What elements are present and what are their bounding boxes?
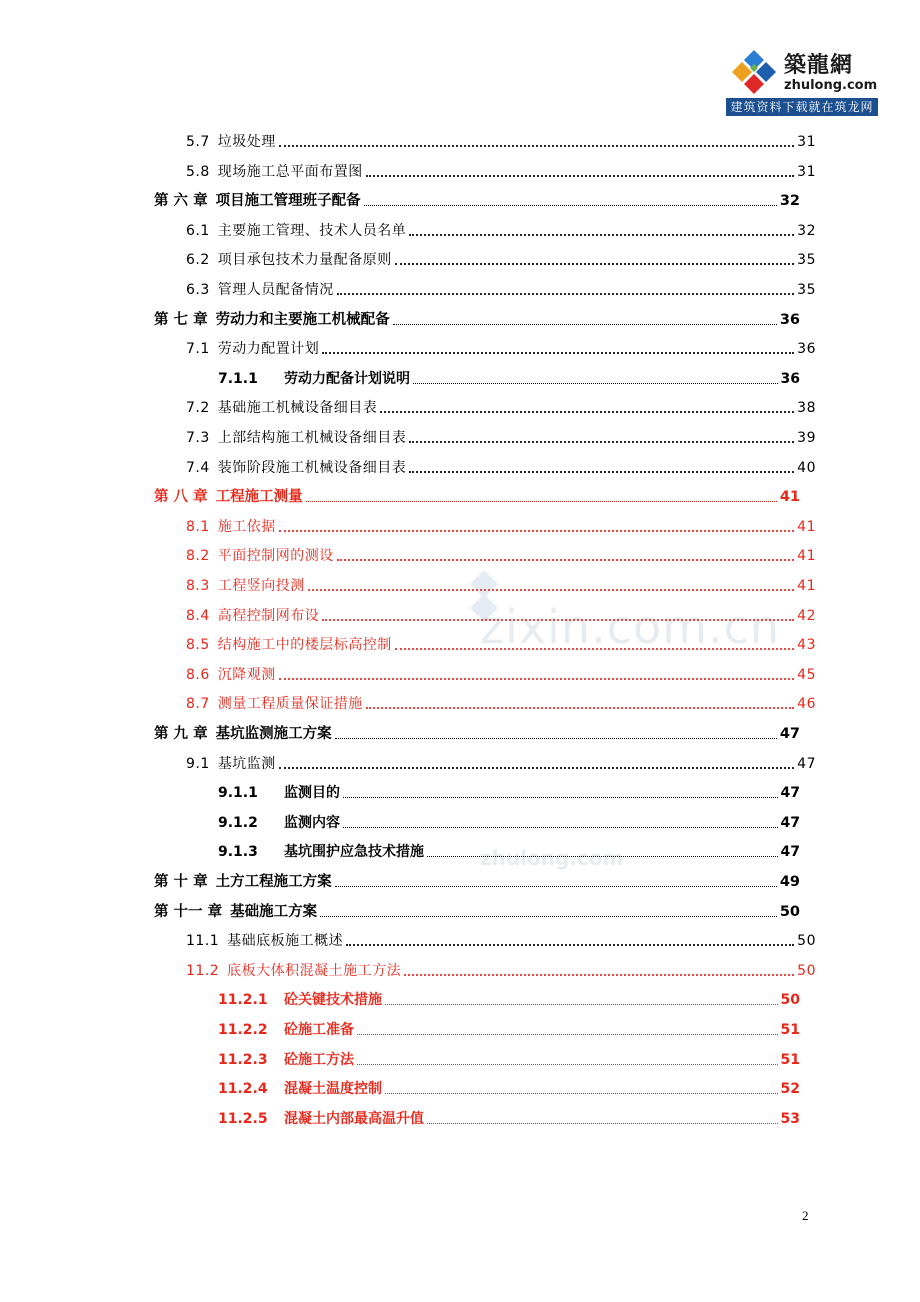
toc-entry[interactable] <box>186 248 816 270</box>
toc-entry[interactable] <box>186 456 816 478</box>
toc-entry[interactable] <box>186 604 816 626</box>
toc-entry-title: 基础底板施工概述 <box>227 933 344 949</box>
toc-leader-dots <box>346 930 794 946</box>
toc-entry-page: 39 <box>797 430 816 446</box>
toc-entry-page: 41 <box>797 548 816 564</box>
toc-entry-title: 垃圾处理 <box>217 134 276 150</box>
toc-entry-title: 施工依据 <box>217 519 276 535</box>
toc-entry-title: 劳动力配置计划 <box>217 341 320 357</box>
toc-entry-title: 劳动力配备计划说明 <box>284 371 410 387</box>
toc-entry-title: 基坑围护应急技术措施 <box>284 844 424 860</box>
zhulong-logo <box>726 42 878 118</box>
toc-entry-page: 49 <box>779 874 800 890</box>
toc-entry-number: 第 六 章 <box>154 193 208 209</box>
toc-entry[interactable] <box>154 722 800 744</box>
toc-entry-number: 9.1.1 <box>218 785 258 801</box>
toc-entry-number: 8.5 <box>186 637 210 653</box>
toc-entry[interactable] <box>154 900 800 922</box>
toc-entry-page: 40 <box>797 460 816 476</box>
watermark-sub: zhulong.com <box>480 846 624 870</box>
toc-entry-title: 上部结构施工机械设备细目表 <box>217 430 407 446</box>
toc-entry-title: 工程竖向投测 <box>217 578 305 594</box>
toc-leader-dots <box>357 1020 778 1035</box>
toc-leader-dots <box>385 1079 778 1094</box>
toc-entry-page: 41 <box>779 489 800 505</box>
toc-entry-title: 混凝土内部最高温升值 <box>284 1111 424 1127</box>
toc-entry-title: 主要施工管理、技术人员名单 <box>217 223 407 239</box>
toc-entry[interactable] <box>186 130 816 152</box>
toc-entry-number: 第 十一 章 <box>154 904 223 920</box>
toc-leader-dots <box>308 575 794 591</box>
toc-leader-dots <box>337 279 794 295</box>
toc-entry-page: 53 <box>780 1111 800 1127</box>
toc-entry-page: 47 <box>797 756 816 772</box>
toc-entry-page: 51 <box>780 1052 800 1068</box>
toc-entry[interactable] <box>186 752 816 774</box>
toc-entry-page: 31 <box>797 164 816 180</box>
toc-entry-title: 项目施工管理班子配备 <box>215 193 361 209</box>
toc-leader-dots <box>343 783 778 798</box>
toc-entry-page: 35 <box>797 282 816 298</box>
toc-entry[interactable] <box>154 308 800 330</box>
toc-entry[interactable] <box>218 1018 800 1040</box>
toc-leader-dots <box>322 338 794 354</box>
toc-entry-number: 8.6 <box>186 667 210 683</box>
toc-entry-page: 38 <box>797 400 816 416</box>
toc-entry[interactable] <box>154 189 800 211</box>
toc-entry-number: 第 九 章 <box>154 726 208 742</box>
toc-entry[interactable] <box>186 278 816 300</box>
toc-entry-number: 11.2.4 <box>218 1081 268 1097</box>
toc-leader-dots <box>385 990 778 1005</box>
toc-entry-title: 测量工程质量保证措施 <box>217 696 363 712</box>
toc-entry[interactable] <box>186 515 816 537</box>
logo-mark-icon <box>730 48 778 94</box>
logo-slogan: 建筑资料下载就在筑龙网 <box>726 98 878 116</box>
toc-leader-dots <box>404 960 794 976</box>
toc-entry-title: 工程施工测量 <box>215 489 303 505</box>
toc-leader-dots <box>279 664 794 680</box>
toc-entry-title: 平面控制网的测设 <box>217 548 334 564</box>
toc-entry-number: 8.3 <box>186 578 210 594</box>
logo-domain: zhulong.com <box>784 78 878 93</box>
toc-entry[interactable] <box>218 1077 800 1099</box>
toc-entry-page: 31 <box>797 134 816 150</box>
toc-entry-number: 6.1 <box>186 223 210 239</box>
toc-entry-title: 管理人员配备情况 <box>217 282 334 298</box>
toc-entry-title: 沉降观测 <box>217 667 276 683</box>
toc-entry-page: 32 <box>797 223 816 239</box>
toc-entry[interactable] <box>186 959 816 981</box>
toc-entry-number: 11.2.2 <box>218 1022 268 1038</box>
toc-leader-dots <box>409 457 794 473</box>
toc-entry-title: 装饰阶段施工机械设备细目表 <box>217 460 407 476</box>
toc-leader-dots <box>279 753 794 769</box>
page-number: 2 <box>802 1208 809 1223</box>
toc-entry-page: 50 <box>779 904 800 920</box>
toc-entry-number: 7.3 <box>186 430 210 446</box>
toc-entry-page: 47 <box>780 785 800 801</box>
toc-leader-dots <box>380 397 794 413</box>
watermark-main: zixin.com.cn <box>480 600 781 654</box>
toc-entry[interactable] <box>186 219 816 241</box>
toc-entry[interactable] <box>218 811 800 833</box>
toc-leader-dots <box>337 545 794 561</box>
toc-entry-number: 11.2.5 <box>218 1111 268 1127</box>
toc-entry-page: 46 <box>797 696 816 712</box>
toc-entry[interactable] <box>186 337 816 359</box>
toc-entry-page: 41 <box>797 519 816 535</box>
toc-leader-dots <box>279 131 794 147</box>
toc-entry-number: 7.4 <box>186 460 210 476</box>
toc-leader-dots <box>409 220 794 236</box>
toc-leader-dots <box>364 191 777 206</box>
toc-leader-dots <box>393 310 777 325</box>
toc-entry-number: 7.2 <box>186 400 210 416</box>
toc-entry-page: 42 <box>797 608 816 624</box>
toc-entry[interactable] <box>186 426 816 448</box>
toc-entry[interactable] <box>218 840 800 862</box>
toc-entry[interactable] <box>218 367 800 389</box>
toc-leader-dots <box>357 1050 778 1065</box>
toc-entry-number: 5.8 <box>186 164 210 180</box>
toc-entry-number: 7.1.1 <box>218 371 258 387</box>
toc-entry-title: 结构施工中的楼层标高控制 <box>217 637 392 653</box>
toc-entry[interactable] <box>218 1107 800 1129</box>
toc-entry-number: 第 八 章 <box>154 489 208 505</box>
toc-entry-page: 52 <box>780 1081 800 1097</box>
toc-entry-page: 41 <box>797 578 816 594</box>
toc-entry-number: 11.2.3 <box>218 1052 268 1068</box>
toc-entry-title: 高程控制网布设 <box>217 608 320 624</box>
toc-entry-page: 47 <box>780 844 800 860</box>
toc-entry[interactable] <box>186 574 816 596</box>
toc-entry-number: 11.1 <box>186 933 220 949</box>
toc-leader-dots <box>322 605 794 621</box>
toc-entry-page: 47 <box>779 726 800 742</box>
toc-leader-dots <box>427 842 778 857</box>
toc-entry-page: 35 <box>797 252 816 268</box>
toc-entry-title: 现场施工总平面布置图 <box>217 164 363 180</box>
toc-entry-page: 51 <box>780 1022 800 1038</box>
toc-entry-number: 8.1 <box>186 519 210 535</box>
toc-entry-title: 砼关键技术措施 <box>284 992 382 1008</box>
toc-entry-page: 36 <box>780 371 800 387</box>
toc-entry-page: 36 <box>779 312 800 328</box>
toc-entry-page: 43 <box>797 637 816 653</box>
toc-entry-number: 8.7 <box>186 696 210 712</box>
toc-entry-title: 项目承包技术力量配备原则 <box>217 252 392 268</box>
toc-entry-title: 底板大体积混凝土施工方法 <box>227 963 402 979</box>
toc-entry-number: 第 七 章 <box>154 312 208 328</box>
toc-entry-number: 8.2 <box>186 548 210 564</box>
toc-entry-number: 8.4 <box>186 608 210 624</box>
toc-entry-number: 11.2.1 <box>218 992 268 1008</box>
logo-name: 築龍網 <box>784 53 854 78</box>
toc-entry-number: 5.7 <box>186 134 210 150</box>
toc-entry-number: 9.1 <box>186 756 210 772</box>
toc-entry-page: 50 <box>797 963 816 979</box>
toc-entry[interactable] <box>154 485 800 507</box>
toc-entry[interactable] <box>218 781 800 803</box>
toc-entry-title: 基坑监测施工方案 <box>215 726 332 742</box>
toc-entry-title: 监测目的 <box>284 785 340 801</box>
toc-entry-page: 45 <box>797 667 816 683</box>
toc-entry-title: 劳动力和主要施工机械配备 <box>215 312 390 328</box>
toc-entry-title: 基坑监测 <box>217 756 276 772</box>
toc-entry[interactable] <box>186 692 816 714</box>
toc-entry[interactable] <box>186 663 816 685</box>
toc-entry[interactable] <box>218 988 800 1010</box>
toc-entry-page: 32 <box>779 193 800 209</box>
toc-entry-title: 砼施工方法 <box>284 1052 354 1068</box>
toc-leader-dots <box>395 634 794 650</box>
toc-entry-number: 11.2 <box>186 963 220 979</box>
toc-entry-number: 9.1.3 <box>218 844 258 860</box>
toc-entry-title: 监测内容 <box>284 815 340 831</box>
toc-leader-dots <box>409 427 794 443</box>
toc-entry-title: 混凝土温度控制 <box>284 1081 382 1097</box>
toc-leader-dots <box>366 161 794 177</box>
toc-entry-title: 基础施工方案 <box>230 904 318 920</box>
toc-leader-dots <box>335 724 777 739</box>
toc-leader-dots <box>343 813 778 828</box>
toc-entry-title: 土方工程施工方案 <box>215 874 332 890</box>
toc-entry[interactable] <box>186 633 816 655</box>
toc-leader-dots <box>366 693 794 709</box>
toc-entry[interactable] <box>186 544 816 566</box>
toc-entry-title: 砼施工准备 <box>284 1022 354 1038</box>
toc-entry-number: 6.3 <box>186 282 210 298</box>
toc-entry[interactable] <box>218 1048 800 1070</box>
toc-leader-dots <box>306 487 777 502</box>
toc-entry-page: 50 <box>797 933 816 949</box>
toc-entry[interactable] <box>186 160 816 182</box>
toc-leader-dots <box>395 249 794 265</box>
toc-leader-dots <box>279 516 794 532</box>
toc-entry-page: 36 <box>797 341 816 357</box>
toc-entry-number: 9.1.2 <box>218 815 258 831</box>
toc-leader-dots <box>427 1109 778 1124</box>
toc-entry[interactable] <box>186 929 816 951</box>
toc-entry-title: 基础施工机械设备细目表 <box>217 400 378 416</box>
toc-entry-number: 7.1 <box>186 341 210 357</box>
toc-entry-page: 50 <box>780 992 800 1008</box>
toc-entry-number: 第 十 章 <box>154 874 208 890</box>
toc-entry[interactable] <box>186 396 816 418</box>
toc-entry-page: 47 <box>780 815 800 831</box>
toc-leader-dots <box>413 369 778 384</box>
toc-entry[interactable] <box>154 870 800 892</box>
toc-leader-dots <box>320 902 777 917</box>
toc-leader-dots <box>335 872 777 887</box>
toc-entry-number: 6.2 <box>186 252 210 268</box>
